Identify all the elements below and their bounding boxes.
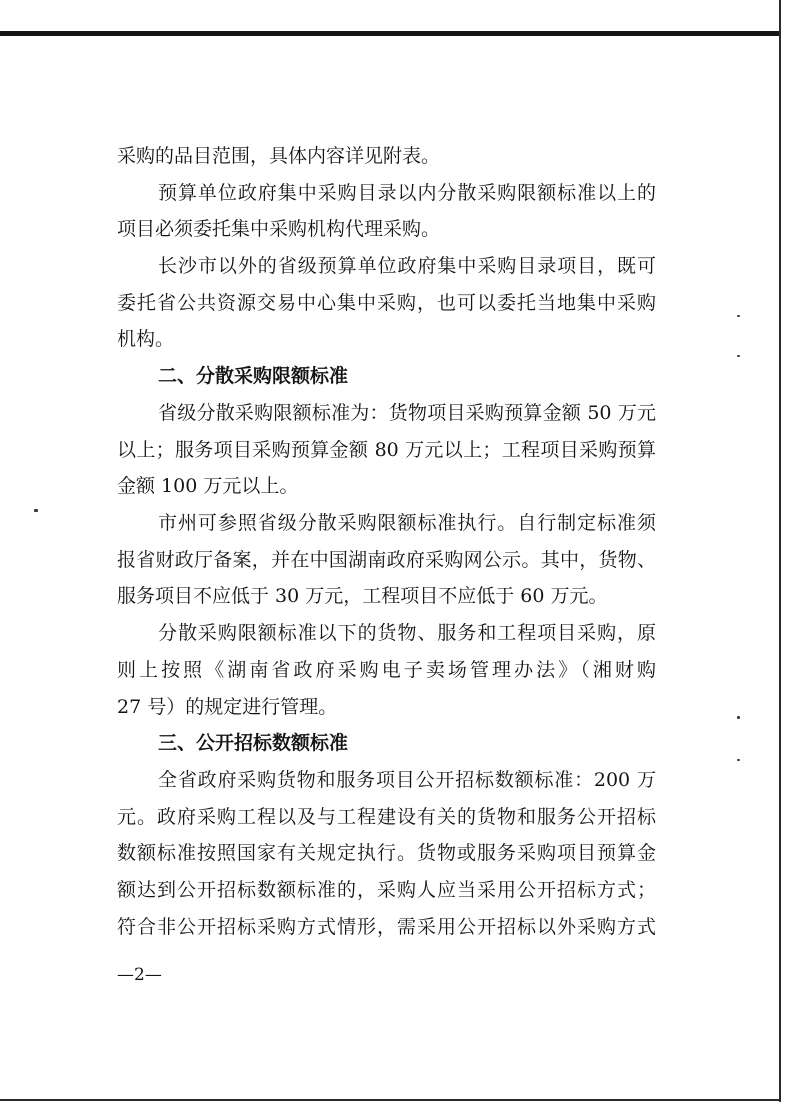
text-line: 服务项目不应低于 30 万元，工程项目不应低于 60 万元。 [117,585,608,607]
text-line: 符合非公开招标采购方式情形，需采用公开招标以外采购方式 [117,916,656,938]
section-heading: 二、分散采购限额标准 [158,365,349,387]
text-line: 委托省公共资源交易中心集中采购，也可以委托当地集中采购 [117,292,656,314]
text-line: 以上；服务项目采购预算金额 80 万元以上；工程项目采购预算 [117,439,656,461]
text-line: 全省政府采购货物和服务项目公开招标数额标准：200 万 [158,769,656,791]
scan-speck [737,716,740,719]
page-top-rule [0,31,781,36]
text-line: 项目必须委托集中采购机构代理采购。 [117,218,441,240]
page-number: —2— [117,965,162,985]
section-heading: 三、公开招标数额标准 [158,732,349,754]
text-line: 27 号）的规定进行管理。 [117,696,338,718]
text-line: 额达到公开招标数额标准的，采购人应当采用公开招标方式； [117,879,656,901]
scan-speck [34,509,38,512]
text-line: 机构。 [117,328,175,350]
scan-speck [737,315,740,317]
text-line: 省级分散采购限额标准为：货物项目采购预算金额 50 万元 [158,402,656,424]
text-line: 报省财政厅备案，并在中国湖南政府采购网公示。其中，货物、 [117,549,656,571]
text-line: 数额标准按照国家有关规定执行。货物或服务采购项目预算金 [117,842,656,864]
scan-speck [737,355,740,357]
text-line: 则上按照《湖南省政府采购电子卖场管理办法》（湘财购 [117,659,656,681]
text-line: 元。政府采购工程以及与工程建设有关的货物和服务公开招标 [117,806,656,828]
text-line: 分散采购限额标准以下的货物、服务和工程项目采购，原 [158,622,656,644]
page-bottom-edge-line [0,1099,781,1101]
text-line: 采购的品目范围，具体内容详见附表。 [117,145,441,167]
scan-speck [737,759,740,761]
page-right-edge-line [779,0,781,1102]
text-line: 金额 100 万元以上。 [117,475,299,497]
text-line: 预算单位政府集中采购目录以内分散采购限额标准以上的 [158,182,656,204]
text-line: 长沙市以外的省级预算单位政府集中采购目录项目，既可 [158,255,656,277]
text-line: 市州可参照省级分散采购限额标准执行。自行制定标准须 [158,512,656,534]
